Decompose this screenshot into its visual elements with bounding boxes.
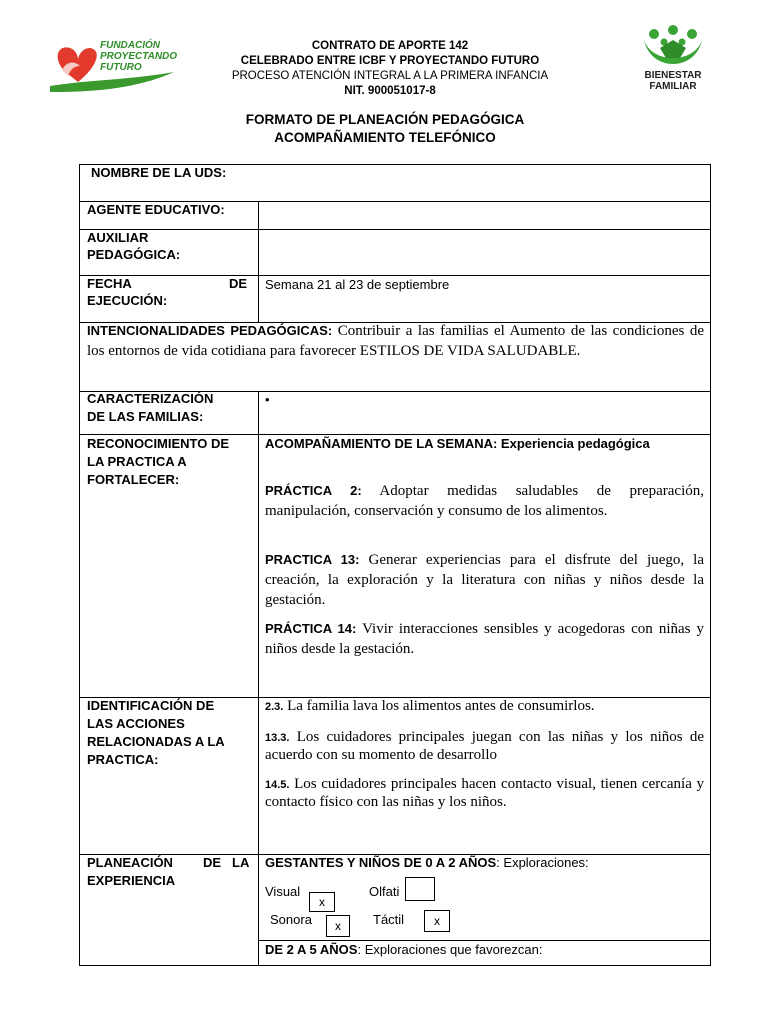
olfati-label: Olfati xyxy=(369,884,400,899)
intencionalidades-label: INTENCIONALIDADES PEDAGÓGICAS: xyxy=(87,323,333,338)
bienestar-familiar-logo xyxy=(640,24,706,94)
document-title: FORMATO DE PLANEACIÓN PEDAGÓGICA xyxy=(245,112,525,127)
reconocimiento-label-line-1: RECONOCIMIENTO DE xyxy=(87,436,230,451)
fecha-label-de: DE xyxy=(229,276,248,291)
dos-cinco-heading: DE 2 A 5 AÑOS xyxy=(265,942,358,957)
practica-13-text: Generar experiencias para el disfrute del juego, la creación, la exploración y la literatura con niñas y niños desde la gestación. xyxy=(265,552,705,608)
agente-educativo-field[interactable] xyxy=(259,202,710,229)
agente-educativo-label: AGENTE EDUCATIVO: xyxy=(87,202,225,217)
sonora-checkbox[interactable]: x xyxy=(326,915,350,937)
practica-13-block xyxy=(265,550,704,610)
visual-label: Visual xyxy=(265,884,301,899)
planeacion-label-word: PLANEACIÓN xyxy=(87,855,173,870)
identificacion-label-line-4: PRACTICA: xyxy=(87,752,159,767)
nit-line: NIT. 900051017-8 xyxy=(344,85,436,97)
olfati-checkbox[interactable] xyxy=(405,877,435,901)
planning-form-table xyxy=(79,164,711,966)
auxiliar-pedagogica-field[interactable] xyxy=(259,230,710,275)
fecha-label-line-2: EJECUCIÓN: xyxy=(87,293,168,308)
acompanamiento-heading: ACOMPAÑAMIENTO DE LA SEMANA: Experiencia pedagógica xyxy=(265,436,650,451)
identificacion-label-line-2: LAS ACCIONES xyxy=(87,716,185,731)
celebrated-line: CELEBRADO ENTRE ICBF Y PROYECTANDO FUTURO xyxy=(240,55,540,67)
contract-line: CONTRATO DE APORTE 142 xyxy=(311,40,469,52)
gestantes-heading: GESTANTES Y NIÑOS DE 0 A 2 AÑOS xyxy=(265,855,497,870)
gestantes-line xyxy=(265,854,589,871)
accion-2-3-text: La familia lava los alimentos antes de consumirlos. xyxy=(287,698,595,714)
accion-2-3-block xyxy=(265,698,704,716)
fecha-label-word: FECHA xyxy=(87,276,132,291)
reconocimiento-label-line-2: LA PRACTICA A xyxy=(87,454,187,469)
accion-14-5-text: Los cuidadores principales hacen contacto visual, tienen cercanía y contacto físico con las niñas y los niños. xyxy=(265,776,705,810)
practica-2-label: PRÁCTICA 2: xyxy=(265,483,362,498)
logo-left-line-2: PROYECTANDO xyxy=(100,51,178,62)
fundacion-proyectando-futuro-logo xyxy=(48,36,176,104)
document-subtitle: ACOMPAÑAMIENTO TELEFÓNICO xyxy=(274,130,496,145)
family-figures-icon xyxy=(640,24,706,68)
auxiliar-label-line-2: PEDAGÓGICA: xyxy=(87,247,181,262)
accion-2-3-label: 2.3. xyxy=(265,701,284,713)
gestantes-suffix: : Exploraciones: xyxy=(496,855,589,870)
logo-right-line-2: FAMILIAR xyxy=(649,81,697,92)
practica-14-block xyxy=(265,619,704,659)
reconocimiento-label-line-3: FORTALECER: xyxy=(87,472,180,487)
dos-cinco-line xyxy=(265,941,542,958)
practica-2-block xyxy=(265,481,704,521)
sonora-label: Sonora xyxy=(270,912,312,927)
uds-name-label: NOMBRE DE LA UDS: xyxy=(91,165,227,180)
identificacion-label-line-3: RELACIONADAS A LA xyxy=(87,734,225,749)
planeacion-label-line-2: EXPERIENCIA xyxy=(87,873,176,888)
intencionalidades-text: Contribuir a las familias el Aumento de las condiciones de los entornos de vida cotidiana para favorecer ESTILOS DE VIDA SALUDABLE. xyxy=(87,323,705,359)
practica-14-text: Vivir interacciones sensibles y acogedoras con niñas y niños desde la gestación. xyxy=(265,621,704,657)
dos-cinco-suffix: : Exploraciones que favorezcan: xyxy=(357,942,543,957)
process-line: PROCESO ATENCIÓN INTEGRAL A LA PRIMERA INFANCIA xyxy=(231,70,549,82)
accion-13-3-block xyxy=(265,729,704,764)
accion-13-3-text: Los cuidadores principales juegan con las niñas y los niños de acuerdo con su momento de desarrollo xyxy=(265,729,705,763)
caracterizacion-bullet-mark: • xyxy=(265,392,270,407)
visual-checkbox[interactable]: x xyxy=(309,892,335,912)
tactil-checkbox[interactable]: x xyxy=(424,910,450,932)
planeacion-label-la: LA xyxy=(232,855,250,870)
accion-14-5-block xyxy=(265,776,704,811)
auxiliar-label-line-1: AUXILIAR xyxy=(87,230,149,245)
caracterizacion-label-line-2: DE LAS FAMILIAS: xyxy=(87,409,204,424)
logo-left-line-3: FUTURO xyxy=(100,62,142,73)
logo-left-line-1: FUNDACIÓN xyxy=(100,40,160,51)
practica-2-text: Adoptar medidas saludables de preparación, manipulación, conservación y consumo de los alimentos. xyxy=(265,483,704,519)
fecha-ejecucion-value: Semana 21 al 23 de septiembre xyxy=(265,277,450,292)
intencionalidades-block xyxy=(87,321,704,361)
identificacion-label-line-1: IDENTIFICACIÓN DE xyxy=(87,698,215,713)
practica-14-label: PRÁCTICA 14: xyxy=(265,621,357,636)
accion-14-5-label: 14.5. xyxy=(265,779,290,791)
planeacion-label-de: DE xyxy=(203,855,222,870)
tactil-label: Táctil xyxy=(373,912,405,927)
practica-13-label: PRACTICA 13: xyxy=(265,552,360,567)
accion-13-3-label: 13.3. xyxy=(265,732,290,744)
logo-right-line-1: BIENESTAR xyxy=(644,70,702,81)
caracterizacion-label-line-1: CARACTERIZACIÓN xyxy=(87,391,214,406)
